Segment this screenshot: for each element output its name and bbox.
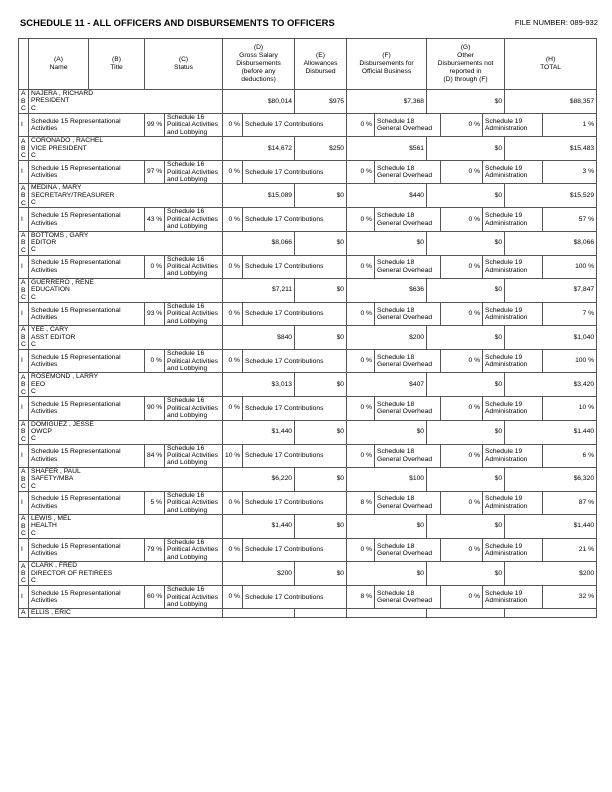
schedule-17-label: Schedule 17 Contributions bbox=[243, 255, 347, 278]
allowances-value: $0 bbox=[295, 278, 347, 302]
schedule-18-label: Schedule 18 General Overhead bbox=[375, 161, 441, 184]
schedule-19-percent: 1 % bbox=[543, 114, 597, 137]
officer-row bbox=[19, 562, 597, 586]
page-title: SCHEDULE 11 - ALL OFFICERS AND DISBURSEMENTS TO OFFICERS bbox=[20, 17, 335, 28]
allocation-indicator: I bbox=[19, 538, 29, 561]
allocation-indicator: I bbox=[19, 397, 29, 420]
schedule-15-label: Schedule 15 Representational Activities bbox=[29, 538, 145, 561]
schedule-15-label: Schedule 15 Representational Activities bbox=[29, 302, 145, 325]
schedule-16-percent: 0 % bbox=[223, 350, 243, 373]
allowances-value: $0 bbox=[295, 373, 347, 397]
schedule-19-percent: 57 % bbox=[543, 208, 597, 231]
other-disbursements-value: $0 bbox=[427, 514, 505, 538]
schedule-19-percent: 21 % bbox=[543, 538, 597, 561]
gross-salary-value: $7,211 bbox=[223, 278, 295, 302]
column-header-other: (G) Other Disbursements not reported in (D) through (F) bbox=[427, 39, 505, 90]
officer-name: LEWIS , MEL bbox=[31, 514, 72, 522]
total-value: $15,483 bbox=[505, 137, 597, 161]
other-disbursements-value: $0 bbox=[427, 373, 505, 397]
schedule-16-label: Schedule 16 Political Activities and Lobbying bbox=[165, 444, 223, 467]
row-letters: A B C bbox=[19, 514, 29, 538]
allowances-value: $0 bbox=[295, 562, 347, 586]
official-business-value: $561 bbox=[347, 137, 427, 161]
official-business-value: $7,368 bbox=[347, 90, 427, 114]
row-letters: A B C bbox=[19, 137, 29, 161]
schedule-15-percent: 60 % bbox=[145, 586, 165, 609]
schedule-15-label: Schedule 15 Representational Activities bbox=[29, 208, 145, 231]
schedule-16-percent: 10 % bbox=[223, 444, 243, 467]
schedule-16-percent: 0 % bbox=[223, 208, 243, 231]
schedule-16-percent: 0 % bbox=[223, 302, 243, 325]
officer-name: DOMIGUEZ , JESSE bbox=[31, 420, 94, 428]
other-disbursements-value: $0 bbox=[427, 137, 505, 161]
schedule-allocation-row bbox=[19, 114, 597, 137]
other-disbursements-value: $0 bbox=[427, 90, 505, 114]
allowances-value: $250 bbox=[295, 137, 347, 161]
officer-identity bbox=[29, 373, 223, 397]
other-disbursements-value: $0 bbox=[427, 231, 505, 255]
schedule-17-label: Schedule 17 Contributions bbox=[243, 114, 347, 137]
schedule-19-percent: 10 % bbox=[543, 397, 597, 420]
officer-identity bbox=[29, 514, 223, 538]
allocation-indicator: I bbox=[19, 114, 29, 137]
schedule-allocation-row bbox=[19, 491, 597, 514]
schedule-15-label: Schedule 15 Representational Activities bbox=[29, 255, 145, 278]
allowances-value: $975 bbox=[295, 90, 347, 114]
schedule-15-percent: 0 % bbox=[145, 255, 165, 278]
schedule-16-label: Schedule 16 Political Activities and Lobbying bbox=[165, 208, 223, 231]
schedule-17-label: Schedule 17 Contributions bbox=[243, 350, 347, 373]
schedule-16-percent: 0 % bbox=[223, 114, 243, 137]
officer-name: ELLIS , ERIC bbox=[29, 609, 223, 618]
row-letters: A B C bbox=[19, 562, 29, 586]
officer-name: GUERRERO , RENE bbox=[31, 278, 94, 286]
official-business-value: $0 bbox=[347, 420, 427, 444]
gross-salary-value: $1,440 bbox=[223, 420, 295, 444]
schedule-19-percent: 100 % bbox=[543, 350, 597, 373]
schedule-15-percent: 90 % bbox=[145, 397, 165, 420]
schedule-19-label: Schedule 19 Administration bbox=[483, 208, 543, 231]
schedule-17-percent: 0 % bbox=[347, 114, 375, 137]
officer-name: YEE , CARY bbox=[31, 326, 69, 334]
schedule-19-label: Schedule 19 Administration bbox=[483, 161, 543, 184]
schedule-15-percent: 99 % bbox=[145, 114, 165, 137]
schedule-18-percent: 0 % bbox=[441, 302, 483, 325]
officer-identity bbox=[29, 231, 223, 255]
schedule-17-label: Schedule 17 Contributions bbox=[243, 397, 347, 420]
row-letters: A B C bbox=[19, 326, 29, 350]
total-value: $200 bbox=[505, 562, 597, 586]
allowances-value: $0 bbox=[295, 467, 347, 491]
total-value: $15,529 bbox=[505, 184, 597, 208]
schedule-18-label: Schedule 18 General Overhead bbox=[375, 114, 441, 137]
total-value bbox=[505, 609, 597, 618]
officer-title: ASST EDITOR bbox=[31, 333, 76, 341]
schedule-18-percent: 0 % bbox=[441, 538, 483, 561]
official-business-value: $100 bbox=[347, 467, 427, 491]
officer-identity bbox=[29, 90, 223, 114]
allocation-indicator: I bbox=[19, 302, 29, 325]
allowances-value: $0 bbox=[295, 231, 347, 255]
total-value: $1,440 bbox=[505, 514, 597, 538]
schedule-16-percent: 0 % bbox=[223, 491, 243, 514]
officer-status: C bbox=[31, 435, 36, 443]
schedule-15-label: Schedule 15 Representational Activities bbox=[29, 397, 145, 420]
officer-name: NAJERA , RICHARD bbox=[31, 90, 94, 97]
schedule-17-label: Schedule 17 Contributions bbox=[243, 586, 347, 609]
column-header-name: (A) Name bbox=[29, 39, 89, 90]
officer-title: OWCP bbox=[31, 427, 52, 435]
official-business-value: $0 bbox=[347, 231, 427, 255]
column-header-total: (H) TOTAL bbox=[505, 39, 597, 90]
other-disbursements-value: $0 bbox=[427, 184, 505, 208]
schedule-19-label: Schedule 19 Administration bbox=[483, 586, 543, 609]
schedule-17-percent: 8 % bbox=[347, 586, 375, 609]
schedule-17-percent: 0 % bbox=[347, 444, 375, 467]
schedule-allocation-row bbox=[19, 302, 597, 325]
gross-salary-value bbox=[223, 609, 295, 618]
schedule-19-label: Schedule 19 Administration bbox=[483, 255, 543, 278]
schedule-17-percent: 8 % bbox=[347, 491, 375, 514]
allowances-value: $0 bbox=[295, 420, 347, 444]
total-value: $6,320 bbox=[505, 467, 597, 491]
schedule-18-label: Schedule 18 General Overhead bbox=[375, 491, 441, 514]
officer-name: CORONADO , RACHEL bbox=[31, 137, 104, 145]
schedule-17-label: Schedule 17 Contributions bbox=[243, 208, 347, 231]
allocation-indicator: I bbox=[19, 208, 29, 231]
officer-status: C bbox=[31, 199, 36, 207]
gross-salary-value: $3,013 bbox=[223, 373, 295, 397]
schedule-15-label: Schedule 15 Representational Activities bbox=[29, 161, 145, 184]
schedule-16-label: Schedule 16 Political Activities and Lobbying bbox=[165, 350, 223, 373]
schedule-17-percent: 0 % bbox=[347, 302, 375, 325]
official-business-value: $0 bbox=[347, 514, 427, 538]
schedule-18-label: Schedule 18 General Overhead bbox=[375, 350, 441, 373]
officer-title: PRESIDENT bbox=[31, 97, 70, 105]
officer-identity bbox=[29, 278, 223, 302]
file-number: FILE NUMBER: 089-932 bbox=[514, 18, 598, 27]
officer-status: C bbox=[31, 340, 36, 348]
gross-salary-value: $6,220 bbox=[223, 467, 295, 491]
schedule-18-percent: 0 % bbox=[441, 161, 483, 184]
schedule-16-label: Schedule 16 Political Activities and Lobbying bbox=[165, 161, 223, 184]
schedule-16-percent: 0 % bbox=[223, 161, 243, 184]
schedule-17-label: Schedule 17 Contributions bbox=[243, 302, 347, 325]
officer-status: C bbox=[31, 293, 36, 301]
officer-title: VICE PRESIDENT bbox=[31, 144, 87, 152]
schedule-18-percent: 0 % bbox=[441, 208, 483, 231]
schedule-16-percent: 0 % bbox=[223, 586, 243, 609]
schedule-18-percent: 0 % bbox=[441, 350, 483, 373]
other-disbursements-value: $0 bbox=[427, 562, 505, 586]
schedule-allocation-row bbox=[19, 538, 597, 561]
schedule-15-label: Schedule 15 Representational Activities bbox=[29, 444, 145, 467]
schedule-allocation-row bbox=[19, 397, 597, 420]
total-value: $3,420 bbox=[505, 373, 597, 397]
schedule-16-percent: 0 % bbox=[223, 255, 243, 278]
officer-title: SECRETARY/TREASURER bbox=[31, 191, 115, 199]
other-disbursements-value: $0 bbox=[427, 278, 505, 302]
officer-row bbox=[19, 514, 597, 538]
schedule-19-label: Schedule 19 Administration bbox=[483, 350, 543, 373]
officer-identity bbox=[29, 467, 223, 491]
official-business-value bbox=[347, 609, 427, 618]
official-business-value: $407 bbox=[347, 373, 427, 397]
schedule-17-percent: 0 % bbox=[347, 208, 375, 231]
schedule-18-percent: 0 % bbox=[441, 586, 483, 609]
schedule-15-percent: 79 % bbox=[145, 538, 165, 561]
schedule-17-percent: 0 % bbox=[347, 350, 375, 373]
other-disbursements-value: $0 bbox=[427, 467, 505, 491]
row-letters: A B C bbox=[19, 90, 29, 114]
row-letters: A B C bbox=[19, 278, 29, 302]
schedule-16-percent: 0 % bbox=[223, 397, 243, 420]
gross-salary-value: $200 bbox=[223, 562, 295, 586]
column-header-row bbox=[19, 39, 597, 90]
gross-salary-value: $1,440 bbox=[223, 514, 295, 538]
officer-name: CLARK , FRED bbox=[31, 562, 78, 570]
schedule-15-percent: 84 % bbox=[145, 444, 165, 467]
schedule-18-label: Schedule 18 General Overhead bbox=[375, 397, 441, 420]
allowances-value: $0 bbox=[295, 326, 347, 350]
schedule-19-label: Schedule 19 Administration bbox=[483, 302, 543, 325]
column-header-title: (B) Title bbox=[89, 39, 145, 90]
schedule-16-label: Schedule 16 Political Activities and Lobbying bbox=[165, 255, 223, 278]
other-disbursements-value bbox=[427, 609, 505, 618]
schedule-19-label: Schedule 19 Administration bbox=[483, 538, 543, 561]
allowances-value bbox=[295, 609, 347, 618]
schedule-19-percent: 6 % bbox=[543, 444, 597, 467]
officer-row bbox=[19, 137, 597, 161]
officer-title: SAFETY/MBA bbox=[31, 475, 74, 483]
schedule-16-percent: 0 % bbox=[223, 538, 243, 561]
gross-salary-value: $840 bbox=[223, 326, 295, 350]
total-value: $88,357 bbox=[505, 90, 597, 114]
officer-name: ROSEMOND , LARRY bbox=[31, 373, 99, 381]
total-value: $1,440 bbox=[505, 420, 597, 444]
official-business-value: $0 bbox=[347, 562, 427, 586]
schedule-17-percent: 0 % bbox=[347, 397, 375, 420]
officer-name: BOTTOMS , GARY bbox=[31, 231, 89, 239]
total-value: $8,066 bbox=[505, 231, 597, 255]
schedule-18-label: Schedule 18 General Overhead bbox=[375, 538, 441, 561]
schedule-15-label: Schedule 15 Representational Activities bbox=[29, 586, 145, 609]
schedule-18-label: Schedule 18 General Overhead bbox=[375, 208, 441, 231]
allocation-indicator: I bbox=[19, 444, 29, 467]
officer-title: EDITOR bbox=[31, 239, 57, 247]
row-letters: A bbox=[19, 609, 29, 618]
officer-status: C bbox=[31, 152, 36, 160]
official-business-value: $200 bbox=[347, 326, 427, 350]
officers-table bbox=[18, 38, 597, 618]
schedule-19-percent: 100 % bbox=[543, 255, 597, 278]
schedule-17-label: Schedule 17 Contributions bbox=[243, 538, 347, 561]
officer-row bbox=[19, 467, 597, 491]
officer-row bbox=[19, 90, 597, 114]
officer-identity bbox=[29, 562, 223, 586]
official-business-value: $636 bbox=[347, 278, 427, 302]
schedule-19-label: Schedule 19 Administration bbox=[483, 491, 543, 514]
officer-status: C bbox=[31, 104, 36, 112]
other-disbursements-value: $0 bbox=[427, 326, 505, 350]
officer-title: HEALTH bbox=[31, 522, 57, 530]
official-business-value: $440 bbox=[347, 184, 427, 208]
allocation-indicator: I bbox=[19, 161, 29, 184]
schedule-15-label: Schedule 15 Representational Activities bbox=[29, 350, 145, 373]
officer-row bbox=[19, 184, 597, 208]
schedule-18-label: Schedule 18 General Overhead bbox=[375, 444, 441, 467]
schedule-allocation-row bbox=[19, 161, 597, 184]
officer-status: C bbox=[31, 482, 36, 490]
officer-status: C bbox=[31, 529, 36, 537]
schedule-15-percent: 5 % bbox=[145, 491, 165, 514]
schedule-15-percent: 97 % bbox=[145, 161, 165, 184]
allocation-indicator: I bbox=[19, 350, 29, 373]
officer-status: C bbox=[31, 388, 36, 396]
schedule-18-percent: 0 % bbox=[441, 397, 483, 420]
row-letters: A B C bbox=[19, 420, 29, 444]
schedule-17-label: Schedule 17 Contributions bbox=[243, 161, 347, 184]
schedule-19-label: Schedule 19 Administration bbox=[483, 114, 543, 137]
column-header-allowances: (E) Allowances Disbursed bbox=[295, 39, 347, 90]
officer-identity bbox=[29, 184, 223, 208]
schedule-allocation-row bbox=[19, 255, 597, 278]
schedule-17-percent: 0 % bbox=[347, 538, 375, 561]
officer-row-partial bbox=[19, 609, 597, 618]
schedule-15-percent: 43 % bbox=[145, 208, 165, 231]
allowances-value: $0 bbox=[295, 184, 347, 208]
officer-status: C bbox=[31, 577, 36, 584]
schedule-allocation-row bbox=[19, 444, 597, 467]
allocation-indicator: I bbox=[19, 255, 29, 278]
officer-row bbox=[19, 278, 597, 302]
officer-row bbox=[19, 373, 597, 397]
officer-title: EDUCATION bbox=[31, 286, 70, 294]
officer-row bbox=[19, 231, 597, 255]
officer-identity bbox=[29, 137, 223, 161]
schedule-18-percent: 0 % bbox=[441, 491, 483, 514]
allocation-indicator: I bbox=[19, 586, 29, 609]
row-letter-header bbox=[19, 39, 29, 90]
officer-identity bbox=[29, 420, 223, 444]
officer-status: C bbox=[31, 246, 36, 254]
column-header-status: (C) Status bbox=[145, 39, 223, 90]
schedule-18-label: Schedule 18 General Overhead bbox=[375, 255, 441, 278]
schedule-17-percent: 0 % bbox=[347, 161, 375, 184]
officer-title: DIRECTOR OF RETIREES bbox=[31, 569, 113, 577]
total-value: $1,040 bbox=[505, 326, 597, 350]
schedule-17-label: Schedule 17 Contributions bbox=[243, 491, 347, 514]
row-letters: A B C bbox=[19, 231, 29, 255]
schedule-allocation-row bbox=[19, 208, 597, 231]
schedule-18-percent: 0 % bbox=[441, 114, 483, 137]
schedule-19-percent: 7 % bbox=[543, 302, 597, 325]
gross-salary-value: $15,089 bbox=[223, 184, 295, 208]
schedule-19-percent: 3 % bbox=[543, 161, 597, 184]
officer-title: EEO bbox=[31, 380, 46, 388]
schedule-16-label: Schedule 16 Political Activities and Lobbying bbox=[165, 491, 223, 514]
schedule-18-label: Schedule 18 General Overhead bbox=[375, 586, 441, 609]
schedule-16-label: Schedule 16 Political Activities and Lobbying bbox=[165, 538, 223, 561]
schedule-16-label: Schedule 16 Political Activities and Lobbying bbox=[165, 114, 223, 137]
schedule-19-percent: 87 % bbox=[543, 491, 597, 514]
gross-salary-value: $8,066 bbox=[223, 231, 295, 255]
officer-name: SHAFER , PAUL bbox=[31, 467, 81, 475]
schedule-16-label: Schedule 16 Political Activities and Lobbying bbox=[165, 397, 223, 420]
officer-row bbox=[19, 420, 597, 444]
schedule-16-label: Schedule 16 Political Activities and Lobbying bbox=[165, 302, 223, 325]
schedule-15-percent: 93 % bbox=[145, 302, 165, 325]
schedule-15-percent: 0 % bbox=[145, 350, 165, 373]
schedule-allocation-row bbox=[19, 350, 597, 373]
schedule-16-label: Schedule 16 Political Activities and Lobbying bbox=[165, 586, 223, 609]
schedule-17-label: Schedule 17 Contributions bbox=[243, 444, 347, 467]
row-letters: A B C bbox=[19, 373, 29, 397]
row-letters: A B C bbox=[19, 184, 29, 208]
schedule-15-label: Schedule 15 Representational Activities bbox=[29, 491, 145, 514]
schedule-19-label: Schedule 19 Administration bbox=[483, 397, 543, 420]
schedule-allocation-row bbox=[19, 586, 597, 609]
officer-name: MEDINA , MARY bbox=[31, 184, 82, 192]
schedule-19-label: Schedule 19 Administration bbox=[483, 444, 543, 467]
officer-row bbox=[19, 326, 597, 350]
allowances-value: $0 bbox=[295, 514, 347, 538]
schedule-18-percent: 0 % bbox=[441, 255, 483, 278]
schedule-19-percent: 32 % bbox=[543, 586, 597, 609]
schedule-17-percent: 0 % bbox=[347, 255, 375, 278]
schedule-18-label: Schedule 18 General Overhead bbox=[375, 302, 441, 325]
gross-salary-value: $80,014 bbox=[223, 90, 295, 114]
schedule-15-label: Schedule 15 Representational Activities bbox=[29, 114, 145, 137]
allocation-indicator: I bbox=[19, 491, 29, 514]
row-letters: A B C bbox=[19, 467, 29, 491]
gross-salary-value: $14,672 bbox=[223, 137, 295, 161]
column-header-official-business: (F) Disbursements for Official Business bbox=[347, 39, 427, 90]
officer-identity bbox=[29, 326, 223, 350]
total-value: $7,847 bbox=[505, 278, 597, 302]
column-header-gross-salary: (D) Gross Salary Disbursements (before any deductions) bbox=[223, 39, 295, 90]
schedule-18-percent: 0 % bbox=[441, 444, 483, 467]
other-disbursements-value: $0 bbox=[427, 420, 505, 444]
